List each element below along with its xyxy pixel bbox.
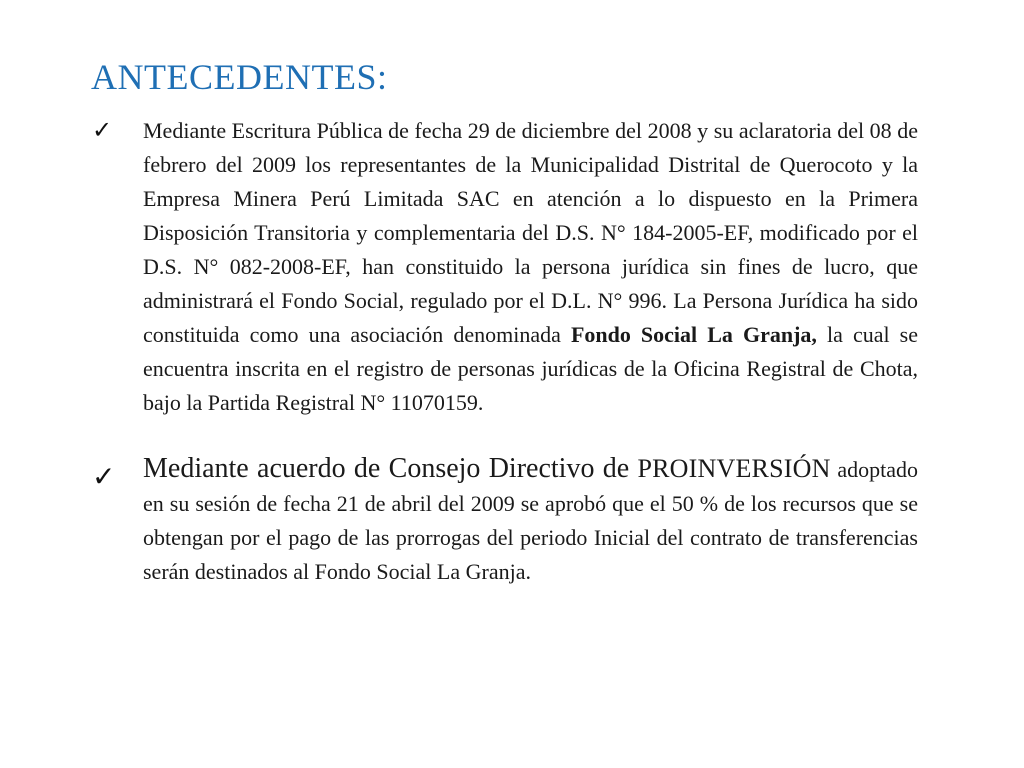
bullet-item-escritura xyxy=(92,114,918,420)
bullet-text-part: adoptado en su sesión de fecha 21 de abril del 2009 se aprobó que el 50 % de los recursos que se obtengan por el pago de las prorrogas del periodo Inicial del contrato de transferencias serán destinados al Fondo Social La Granja. xyxy=(143,457,918,584)
bullet-bold-text: Fondo Social La Granja, xyxy=(570,322,817,347)
bullet-lead-text: Mediante acuerdo de Consejo Directivo de xyxy=(143,453,638,484)
checkmark-icon: ✓ xyxy=(92,460,116,493)
bullet-text-part: Mediante Escritura Pública de fecha 29 de diciembre del 2008 y su aclaratoria del 08 de febrero del 2009 los representantes de la Municipalidad Distrital de Querocoto y la Empresa Minera Perú Limitada SAC en atención a lo dispuesto en la Primera Disposición Transitoria y complementaria del D.S. N° 184-2005-EF, modificado por el D.S. N° 082-2008-EF, han constituido la persona jurídica sin fines de lucro, que administrará el Fondo Social, regulado por el D.L. N° 996. La Persona Jurídica ha sido constituida como una asociación denominada xyxy=(143,118,918,347)
slide-title: ANTECEDENTES: xyxy=(91,57,388,97)
bullet-item-proinversion xyxy=(92,452,918,589)
bullet-text-part: la cual se encuentra inscrita en el registro de personas jurídicas de la Oficina Registral de Chota, bajo la Partida Registral N° 11070159. xyxy=(143,322,918,415)
organization-name: PROINVERSIÓN xyxy=(637,454,831,483)
bullet-list xyxy=(92,114,918,589)
checkmark-icon: ✓ xyxy=(92,116,113,144)
